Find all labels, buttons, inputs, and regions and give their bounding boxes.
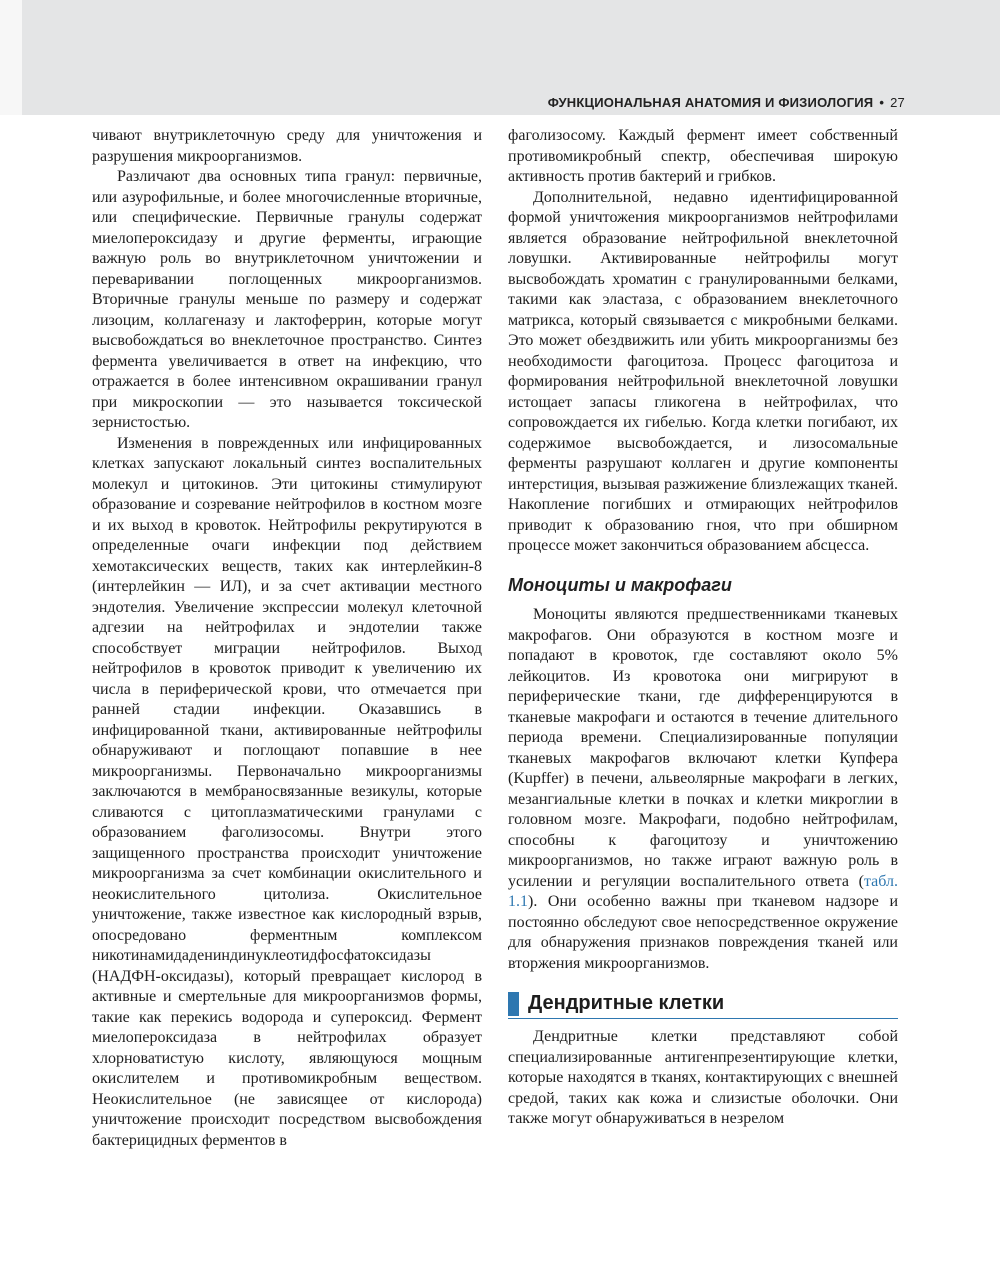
paragraph: фаголизосому. Каждый фермент имеет собственный противомикробный спектр, обеспечивая широкую активность против бактерий и грибков.	[508, 127, 898, 185]
left-column	[92, 126, 482, 1151]
section-title: Дендритные клетки	[528, 992, 725, 1014]
page-number: 27	[890, 95, 905, 110]
monocytes-text-1: Моноциты являются предшественниками тканевых макрофагов. Они образуются в костном мозге и попадают в кровоток, где составляют около 5% лейкоцитов. Из кровотока они мигрируют в периферические ткани, где дифференцируются в тканевые макрофаги и остаются в течение длительного периода времени. Специализированные популяции тканевых макрофагов включают клетки Купфера (Kupffer) в печени, альвеолярные макрофаги в легких, мезангиальные клетки в почках и клетки микроглии в головном мозге. Макрофаги, подобно нейтрофилам, способны к фагоцитозу и уничтожению микроорганизмов, но также играют важную роль в усилении и регуляции воспалительного ответа (	[508, 606, 898, 890]
subsection-title: Моноциты и макрофаги	[508, 574, 732, 595]
monocytes-text-2: ). Они особенно важны при тканевом надзоре и постоянно обследуют свое непосредственное окружение для обнаружения признаков повреждения тканей или вторжения микроорганизмов.	[508, 893, 898, 972]
chapter-title: ФУНКЦИОНАЛЬНАЯ АНАТОМИЯ И ФИЗИОЛОГИЯ	[547, 95, 874, 110]
section-heading	[508, 990, 898, 1019]
section-marker-icon	[508, 992, 519, 1016]
paragraph: Изменения в поврежденных или инфицированных клетках запускают локальный синтез воспалительных молекул и цитокинов. Эти цитокины стимулируют образование и созревание нейтрофилов в костном мозге и их выход в кровоток. Нейтрофилы рекрутируются в определенные очаги инфекции под действием хемотаксических веществ, таких как интерлейкин-8 (интерлейкин — ИЛ), и за счет активации местного эндотелия. Увеличение экспрессии молекул клеточной адгезии на нейтрофилах и эндотелии также способствует миграции нейтрофилов. Выход нейтрофилов в кровоток приводит к увеличению их числа в периферической крови, что отмечается при ранней стадии инфекции. Оказавшись в инфицированной ткани, активированные нейтрофилы обнаруживают и поглощают попавшие в нее микроорганизмы. Первоначально микроорганизмы заключаются в мембраносвязанные везикулы, которые сливаются с цитоплазматическими гранулами с образованием фаголизосомы. Внутри этого защищенного пространства происходит уничтожение микроорганизма за счет комбинации окислительного и неокислительного цитолиза. Окислительное уничтожение, также известное как кислородный взрыв, опосредовано ферментным комплексом никотинамидадениндинуклеотидфосфатоксидазы (НАДФН-оксидазы), который превращает кислород в активные и смертельные для микроорганизмов формы, такие как перекись водорода и супероксид. Фермент миелопероксидаза в нейтрофилах образует хлорноватистую кислоту, являющуюся мощным окислителем и противомикробным веществом. Неокислительное (не зависящее от кислорода) уничтожение происходит посредством высвобождения бактерицидных ферментов в	[92, 434, 482, 1149]
paragraph: чивают внутриклеточную среду для уничтожения и разрушения микроорганизмов.	[92, 127, 482, 165]
paragraph: Различают два основных типа гранул: первичные, или азурофильные, и более многочисленные вторичные, или специфические. Первичные гранулы содержат миелопероксидазу и другие ферменты, играющие важную роль во внутриклеточном уничтожении и переваривании поглощенных микроорганизмов. Вторичные гранулы меньше по размеру и содержат лизоцим, коллагеназу и лактоферрин, которые могут высвобождаться во внеклеточное пространство. Синтез фермента увеличивается в ответ на инфекцию, что отражается в более интенсивном окрашивании гранул при микроскопии — это называется токсической зернистостью.	[92, 168, 482, 431]
table-reference-link[interactable]: табл. 1.1	[508, 872, 898, 910]
header-separator: •	[879, 95, 885, 110]
paragraph	[508, 605, 898, 974]
right-column	[508, 126, 898, 1130]
paragraph: Дополнительной, недавно идентифицированной формой уничтожения микроорганизмов нейтрофилами является образование нейтрофильной внеклеточной ловушки. Активированные нейтрофилы могут высвобождать хроматин с гранулированными белками, такими как эластаза, с образованием внеклеточного матрикса, который связывается с микробными белками. Это может обездвижить или убить микроорганизмы без необходимости фагоцитоза. Процесс фагоцитоза и формирования нейтрофильной внеклеточной ловушки истощает запасы гликогена в нейтрофилах, что сопровождается их гибелью. Когда клетки погибают, их содержимое высвобождается, и лизосомальные ферменты разрушают коллаген и другие компоненты интерстиция, вызывая разжижение близлежащих тканей. Накопление погибших и отмирающих нейтрофилов приводит к образованию гноя, что при обширном процессе может закончиться образованием абсцесса.	[508, 188, 898, 554]
page-edge-tab	[0, 0, 22, 115]
running-header	[548, 95, 905, 110]
paragraph: Дендритные клетки представляют собой специализированные антигенпрезентирующие клетки, которые находятся в тканях, контактирующих с внешней средой, таких как кожа и слизистые оболочки. Они также могут обнаруживаться в незрелом	[508, 1028, 898, 1127]
